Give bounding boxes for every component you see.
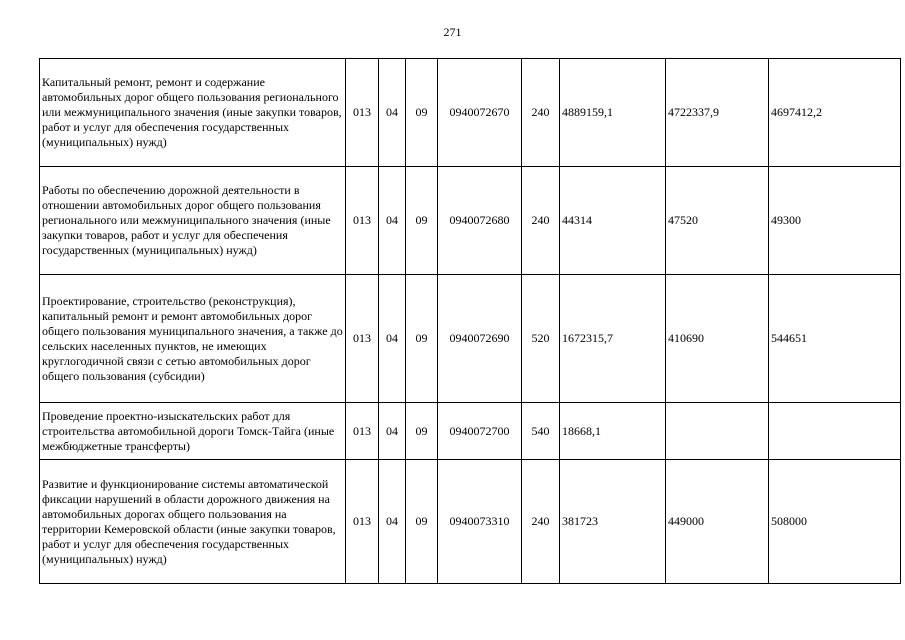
- subsection-code: 09: [406, 275, 438, 403]
- expense-type-code: 540: [522, 403, 560, 460]
- row-description: Проектирование, строительство (реконструкция), капитальный ремонт и ремонт автомобильных дорог общего пользования муниципального значения, а также до сельских населенных пунктов, не имеющих круглогодичной связи с сетью автомобильных дорог общего пользования (субсидии): [40, 275, 346, 403]
- ministry-code: 013: [346, 403, 379, 460]
- table-row: [40, 460, 901, 584]
- amount-year-2: 449000: [666, 460, 769, 584]
- expense-type-code: 240: [522, 167, 560, 275]
- amount-year-2: 4722337,9: [666, 59, 769, 167]
- table-row: [40, 59, 901, 167]
- ministry-code: 013: [346, 167, 379, 275]
- amount-year-3: 544651: [769, 275, 901, 403]
- subsection-code: 09: [406, 167, 438, 275]
- amount-year-2: 47520: [666, 167, 769, 275]
- page-number: 271: [443, 25, 462, 39]
- row-description: Работы по обеспечению дорожной деятельности в отношении автомобильных дорог общего пользования регионального или межмуниципального значения (иные закупки товаров, работ и услуг для обеспечения государственных (муниципальных) нужд): [40, 167, 346, 275]
- table-row: [40, 275, 901, 403]
- ministry-code: 013: [346, 460, 379, 584]
- amount-year-1: 18668,1: [560, 403, 666, 460]
- amount-year-1: 1672315,7: [560, 275, 666, 403]
- amount-year-2: 410690: [666, 275, 769, 403]
- row-description: Развитие и функционирование системы автоматической фиксации нарушений в области дорожного движения на автомобильных дорогах общего пользования на территории Кемеровской области (иные закупки товаров, работ и услуг для обеспечения государственных (муниципальных) нужд): [40, 460, 346, 584]
- amount-year-2: [666, 403, 769, 460]
- subsection-code: 09: [406, 460, 438, 584]
- target-article-code: 0940072700: [438, 403, 522, 460]
- expense-type-code: 240: [522, 460, 560, 584]
- table-row: [40, 403, 901, 460]
- amount-year-3: 508000: [769, 460, 901, 584]
- target-article-code: 0940073310: [438, 460, 522, 584]
- amount-year-1: 381723: [560, 460, 666, 584]
- ministry-code: 013: [346, 275, 379, 403]
- section-code: 04: [379, 275, 406, 403]
- subsection-code: 09: [406, 403, 438, 460]
- section-code: 04: [379, 59, 406, 167]
- section-code: 04: [379, 403, 406, 460]
- expense-type-code: 240: [522, 59, 560, 167]
- subsection-code: 09: [406, 59, 438, 167]
- section-code: 04: [379, 460, 406, 584]
- expense-type-code: 520: [522, 275, 560, 403]
- row-description: Проведение проектно-изыскательских работ для строительства автомобильной дороги Томск-Тайга (иные межбюджетные трансферты): [40, 403, 346, 460]
- target-article-code: 0940072670: [438, 59, 522, 167]
- section-code: 04: [379, 167, 406, 275]
- amount-year-3: 49300: [769, 167, 901, 275]
- target-article-code: 0940072680: [438, 167, 522, 275]
- row-description: Капитальный ремонт, ремонт и содержание автомобильных дорог общего пользования регионального или межмуниципального значения (иные закупки товаров, работ и услуг для обеспечения государственных (муниципальных) нужд): [40, 59, 346, 167]
- amount-year-3: [769, 403, 901, 460]
- ministry-code: 013: [346, 59, 379, 167]
- budget-table: [39, 58, 901, 584]
- amount-year-1: 4889159,1: [560, 59, 666, 167]
- target-article-code: 0940072690: [438, 275, 522, 403]
- table-row: [40, 167, 901, 275]
- amount-year-1: 44314: [560, 167, 666, 275]
- amount-year-3: 4697412,2: [769, 59, 901, 167]
